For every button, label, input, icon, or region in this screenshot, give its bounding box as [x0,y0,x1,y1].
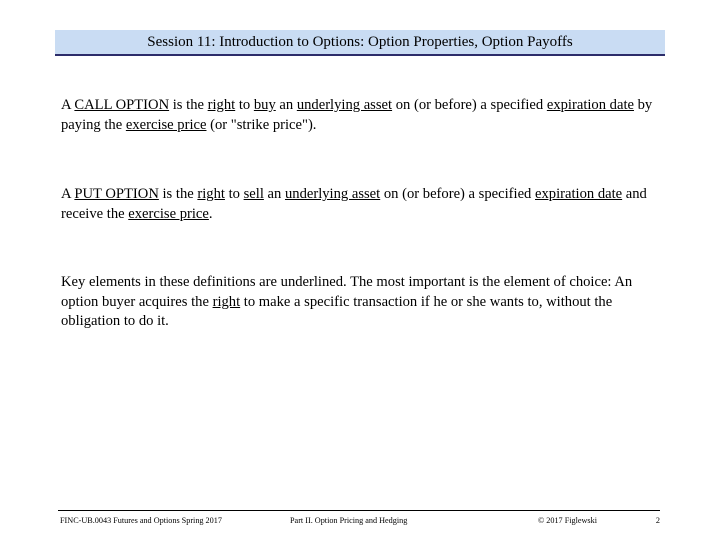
text-segment: to make a specific transaction if he or she wants to, without the obligation to do it. [61,293,613,329]
underlined-term: exercise price [125,116,207,133]
underlined-term: right [212,293,241,310]
underlined-term: buy [253,97,276,113]
text-segment: (or "strike price"). [206,116,317,133]
text-segment: on (or before) a specified [392,97,547,113]
text-segment: . [208,205,213,222]
text-segment: to [224,186,244,202]
text-segment: is the [158,186,198,202]
text-segment: on (or before) a specified [380,186,535,202]
text-segment: by paying the [61,97,653,133]
underlined-term: expiration date [546,97,634,113]
underlined-term: right [197,186,225,202]
underlined-term: sell [243,186,264,202]
footer-course: FINC-UB.0043 Futures and Options Spring 2017 [60,516,222,525]
slide-footer [58,510,660,529]
put-option-definition [61,185,661,224]
underlined-term: underlying asset [296,97,393,113]
underlined-term: expiration date [535,186,623,202]
slide-title: Session 11: Introduction to Options: Option Properties, Option Payoffs [147,33,573,50]
text-segment: Key elements in these definitions are underlined. The most important is the element of choice: An option buyer acquires the [61,274,633,310]
text-segment: A [61,97,75,113]
text-segment: is the [169,97,208,113]
text-segment: an [263,186,285,202]
text-segment: A [61,186,75,202]
page-number: 2 [655,516,660,525]
underlined-term: right [207,97,236,113]
key-elements-note [61,273,661,332]
underlined-term: exercise price [128,205,209,222]
call-option-definition [61,96,661,135]
underlined-term: PUT OPTION [74,186,159,202]
footer-copyright: © 2017 Figlewski [538,516,597,525]
footer-part: Part II. Option Pricing and Hedging [290,516,408,525]
underlined-term: CALL OPTION [74,97,170,113]
text-segment: to [235,97,254,113]
text-segment: and receive the [61,186,647,222]
text-segment: an [275,97,297,113]
slide-title-bar [55,30,665,56]
underlined-term: underlying asset [284,186,381,202]
